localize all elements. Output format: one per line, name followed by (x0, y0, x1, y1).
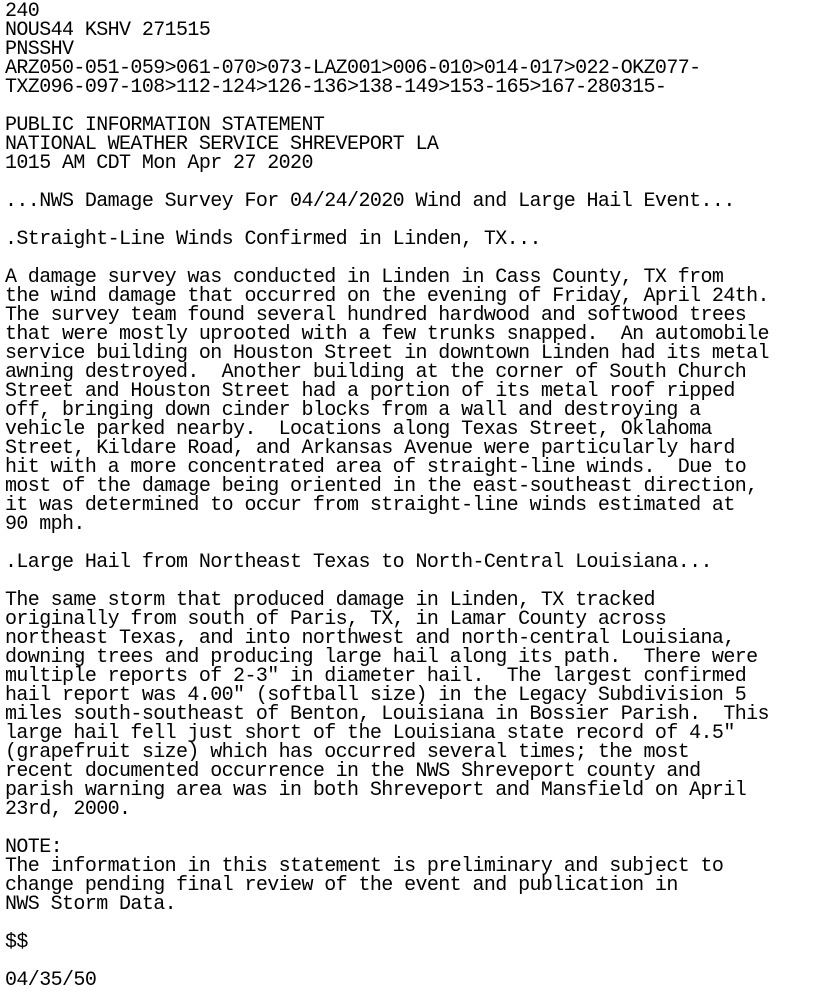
text-line: NWS Storm Data. (5, 893, 177, 916)
text-line: TXZ096-097-108>112-124>126-136>138-149>153-165>167-280315- (5, 76, 667, 99)
text-line: vehicle parked nearby. Locations along Texas Street, Oklahoma (5, 418, 712, 441)
text-line: 240 (5, 0, 40, 23)
text-line: The survey team found several hundred hardwood and softwood trees (5, 304, 747, 327)
text-line: NOUS44 KSHV 271515 (5, 19, 211, 42)
text-line: hail report was 4.00" (softball size) in the Legacy Subdivision 5 (5, 684, 747, 707)
text-line: awning destroyed. Another building at the corner of South Church (5, 361, 747, 384)
text-line (5, 819, 813, 838)
text-line: off, bringing down cinder blocks from a wall and destroying a (5, 399, 701, 422)
text-line: Street, Kildare Road, and Arkansas Avenue were particularly hard (5, 437, 735, 460)
text-line: hit with a more concentrated area of straight-line winds. Due to (5, 456, 747, 479)
text-line: change pending final review of the event and publication in (5, 874, 678, 897)
text-line: originally from south of Paris, TX, in Lamar County across (5, 608, 667, 631)
text-line: recent documented occurrence in the NWS Shreveport county and (5, 760, 701, 783)
text-line: The information in this statement is preliminary and subject to (5, 855, 724, 878)
text-line: 23rd, 2000. (5, 798, 131, 821)
text-line (5, 914, 813, 933)
text-line: it was determined to occur from straight-line winds estimated at (5, 494, 735, 517)
text-line: .Straight-Line Winds Confirmed in Linden, TX... (5, 228, 541, 251)
text-line (5, 952, 813, 971)
text-line: A damage survey was conducted in Linden in Cass County, TX from (5, 266, 724, 289)
text-line: downing trees and producing large hail along its path. There were (5, 646, 758, 669)
text-line: large hail fell just short of the Louisiana state record of 4.5" (5, 722, 735, 745)
text-line: service building on Houston Street in downtown Linden had its metal (5, 342, 769, 365)
text-line: 90 mph. (5, 513, 85, 536)
text-line: (grapefruit size) which has occurred several times; the most (5, 741, 690, 764)
text-line: ...NWS Damage Survey For 04/24/2020 Wind and Large Hail Event... (5, 190, 735, 213)
text-line: 1015 AM CDT Mon Apr 27 2020 (5, 152, 313, 175)
text-line: parish warning area was in both Shreveport and Mansfield on April (5, 779, 747, 802)
text-line: miles south-southeast of Benton, Louisiana in Bossier Parish. This (5, 703, 769, 726)
text-line: 04/35/50 (5, 969, 97, 992)
text-line: .Large Hail from Northeast Texas to North-Central Louisiana... (5, 551, 712, 574)
text-line: $$ (5, 931, 28, 954)
text-line: northeast Texas, and into northwest and north-central Louisiana, (5, 627, 735, 650)
text-line: Street and Houston Street had a portion of its metal roof ripped (5, 380, 735, 403)
text-line: multiple reports of 2-3" in diameter hail. The largest confirmed (5, 665, 747, 688)
text-line: that were mostly uprooted with a few trunks snapped. An automobile (5, 323, 769, 346)
text-line: most of the damage being oriented in the east-southeast direction, (5, 475, 758, 498)
text-line: PUBLIC INFORMATION STATEMENT (5, 114, 325, 137)
text-line: NOTE: (5, 836, 63, 859)
text-line: PNSSHV (5, 38, 74, 61)
text-line: NATIONAL WEATHER SERVICE SHREVEPORT LA (5, 133, 439, 156)
text-line: the wind damage that occurred on the evening of Friday, April 24th. (5, 285, 769, 308)
text-line: The same storm that produced damage in Linden, TX tracked (5, 589, 655, 612)
text-line: ARZ050-051-059>061-070>073-LAZ001>006-010>014-017>022-OKZ077- (5, 57, 701, 80)
